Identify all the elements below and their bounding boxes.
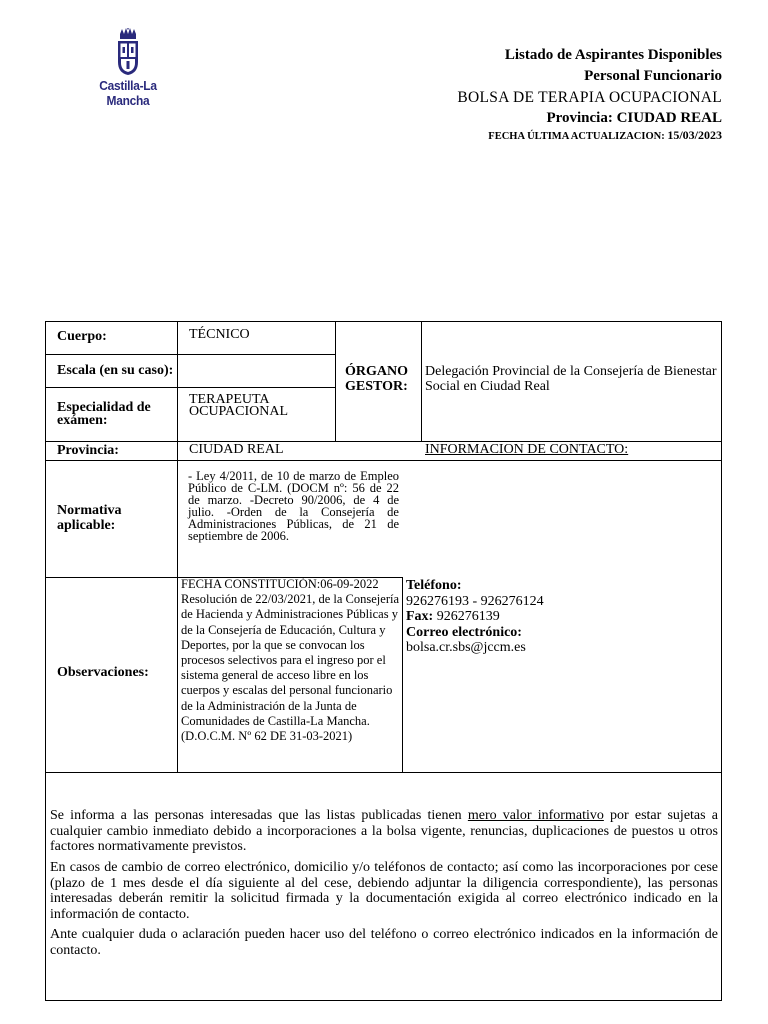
divider: [45, 387, 336, 388]
note-paragraph-1: [50, 808, 718, 855]
organo-value: Delegación Provincial de la Consejería de Bienestar Social en Ciudad Real: [425, 364, 717, 394]
normativa-value: - Ley 4/2011, de 10 de marzo de Empleo Público de C-LM. (DOCM nº: 56 de 22 de marzo. -Decreto 90/2006, de 4 de julio. -Orden de la Consejería de Administraciones Públicas, de 21 de septiembre de 2006.: [188, 469, 399, 543]
header-subtitle: Personal Funcionario: [584, 68, 722, 84]
observaciones-value: FECHA CONSTITUCIÓN:06-09-2022 Resolución de 22/03/2021, de la Consejería de Hacienda y Administraciones Públicas y de la Consejería de Educación, Cultura y Deportes, por la que se convocan los procesos selectivos para el ingreso por el sistema general de acceso libre en los cuerpos y escalas del personal funcionario de la Administración de la Junta de Comunidades de Castilla-La Mancha. (D.O.C.M. Nº 62 DE 31-03-2021): [181, 577, 400, 744]
divider: [45, 354, 336, 355]
fax-row: [406, 609, 716, 625]
update-date: 15/03/2023: [667, 128, 722, 142]
escala-label: Escala (en su caso):: [57, 363, 174, 378]
divider: [421, 321, 422, 441]
divider: [402, 577, 403, 773]
update-label: FECHA ÚLTIMA ACTUALIZACION:: [488, 131, 665, 142]
correo-value: bolsa.cr.sbs@jccm.es: [406, 640, 526, 655]
divider: [45, 460, 722, 461]
provincia-label: Provincia:: [57, 443, 119, 458]
coat-of-arms-icon: [115, 28, 141, 76]
header-update: [457, 129, 722, 143]
divider: [45, 772, 722, 773]
header-provincia: Provincia: CIUDAD REAL: [546, 110, 722, 126]
note-1-underlined: mero valor informativo: [467, 808, 604, 823]
normativa-label: Normativa aplicable:: [57, 503, 122, 533]
header-bolsa: BOLSA DE TERAPIA OCUPACIONAL: [457, 89, 722, 106]
castilla-la-mancha-logo: [72, 28, 184, 108]
especialidad-label: Especialidad de exámen:: [57, 400, 151, 428]
note-paragraph-3: Ante cualquier duda o aclaración pueden hacer uso del teléfono o correo electrónico indicados en la información de contacto.: [50, 927, 718, 958]
organo-label: ÓRGANO GESTOR:: [345, 364, 408, 394]
header-title: Listado de Aspirantes Disponibles: [504, 47, 722, 63]
contact-details: [406, 578, 716, 656]
contacto-header: INFORMACION DE CONTACTO:: [425, 442, 629, 457]
logo-text: Castilla-La Mancha: [99, 78, 157, 108]
telefono-label: Teléfono:: [406, 578, 462, 593]
cuerpo-value: TÉCNICO: [189, 327, 250, 342]
cuerpo-label: Cuerpo:: [57, 329, 107, 344]
document-header: [457, 45, 722, 143]
note-1-end: por estar sujetas a cualquier cambio inmediato debido a incorporaciones a la bolsa vigente, renuncias, duplicaciones de puestos u otros factores normativamente previstos.: [50, 808, 718, 854]
note-1-start: Se informa a las personas interesadas que las listas publicadas tienen: [50, 808, 468, 823]
provincia-value: CIUDAD REAL: [189, 442, 284, 457]
divider: [335, 321, 336, 441]
correo-label: Correo electrónico:: [406, 624, 522, 640]
observaciones-label: Observaciones:: [57, 665, 149, 680]
fax-value: 926276139: [436, 609, 500, 624]
divider: [177, 321, 178, 773]
fax-label: Fax:: [406, 609, 434, 624]
especialidad-value: TERAPEUTA OCUPACIONAL: [189, 392, 289, 419]
telefono-value: 926276193 - 926276124: [406, 593, 544, 609]
note-paragraph-2: En casos de cambio de correo electrónico, domicilio y/o teléfonos de contacto; así como las incorporaciones por cese (plazo de 1 mes desde el día siguiente al del cese, debiendo adjuntar la diligencia correspondiente), las personas interesadas deberán remitir la solicitud firmada y la documentación exigida al correo electrónico indicado en la información de contacto.: [50, 860, 718, 922]
